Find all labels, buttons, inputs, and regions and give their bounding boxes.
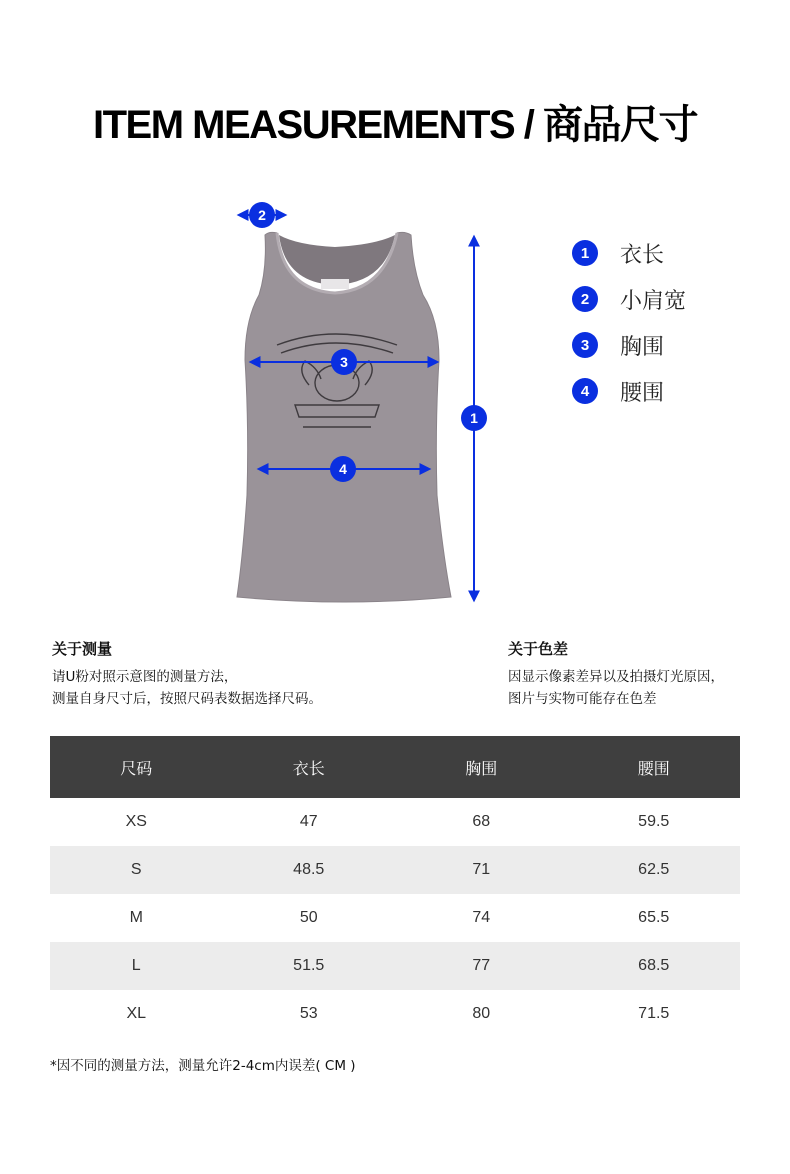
column-header-chest: 胸围 (395, 736, 568, 798)
legend-item-chest (572, 322, 772, 368)
legend-label: 腰围 (620, 380, 665, 406)
legend-item-shoulder (572, 276, 772, 322)
legend-number: 4 (572, 378, 598, 404)
marker-chest (331, 349, 357, 375)
measurement-legend (572, 230, 772, 414)
size-cell: XL (126, 1005, 147, 1022)
waist-cell: 62.5 (568, 846, 741, 894)
table-row (50, 798, 740, 846)
size-cell: S (50, 846, 223, 894)
table-row (50, 990, 740, 1038)
svg-text:3: 3 (340, 354, 348, 370)
legend-number: 1 (572, 240, 598, 266)
size-cell: L (50, 942, 223, 990)
tank-top-label (321, 279, 349, 289)
color-difference-note (508, 638, 778, 710)
table-header-row (50, 736, 740, 798)
waist-cell: 65.5 (638, 909, 670, 926)
waist-cell: 68.5 (568, 942, 741, 990)
chest-cell: 74 (472, 909, 491, 926)
color-note-line: 图片与实物可能存在色差 (508, 691, 657, 707)
legend-number: 3 (572, 332, 598, 358)
column-header-size: 尺码 (50, 736, 223, 798)
size-chart-table (50, 736, 740, 1038)
tank-top-illustration (225, 195, 500, 615)
length-cell: 48.5 (223, 846, 396, 894)
waist-cell: 59.5 (638, 813, 670, 830)
chest-cell: 77 (395, 942, 568, 990)
color-note-line: 因显示像素差异以及拍摄灯光原因， (508, 669, 724, 685)
svg-text:2: 2 (258, 207, 266, 223)
color-note-title: 关于色差 (508, 640, 569, 658)
chest-cell: 68 (472, 813, 491, 830)
measurement-tolerance-footnote: *因不同的测量方法，测量允许2-4cm内误差( CM ) (50, 1058, 356, 1074)
marker-waist (330, 456, 356, 482)
table-row (50, 846, 740, 894)
table-row (50, 942, 740, 990)
waist-cell: 71.5 (638, 1005, 670, 1022)
measurement-note (52, 638, 452, 710)
legend-label: 小肩宽 (620, 288, 687, 314)
chest-cell: 71 (395, 846, 568, 894)
length-cell: 53 (299, 1005, 318, 1022)
legend-label: 胸围 (620, 334, 665, 360)
svg-text:1: 1 (470, 410, 478, 426)
chest-cell: 80 (472, 1005, 491, 1022)
table-row (50, 894, 740, 942)
legend-number: 2 (572, 286, 598, 312)
measurement-note-line: 请U粉对照示意图的测量方法， (52, 669, 238, 685)
svg-text:4: 4 (339, 461, 347, 477)
size-cell: M (129, 909, 143, 926)
page-title: ITEM MEASUREMENTS / 商品尺寸 (92, 103, 698, 147)
length-cell: 47 (299, 813, 318, 830)
length-cell: 50 (299, 909, 318, 926)
tank-top-measurement-diagram (225, 195, 500, 615)
legend-label: 衣长 (620, 242, 665, 268)
legend-item-length (572, 230, 772, 276)
size-cell: XS (125, 813, 147, 830)
length-cell: 51.5 (223, 942, 396, 990)
measurement-note-title: 关于测量 (52, 640, 113, 658)
legend-item-waist (572, 368, 772, 414)
measurement-note-line: 测量自身尺寸后，按照尺码表数据选择尺码。 (52, 691, 322, 707)
column-header-length: 衣长 (223, 736, 396, 798)
column-header-waist: 腰围 (568, 736, 741, 798)
marker-shoulder (249, 202, 275, 228)
marker-length (461, 405, 487, 431)
